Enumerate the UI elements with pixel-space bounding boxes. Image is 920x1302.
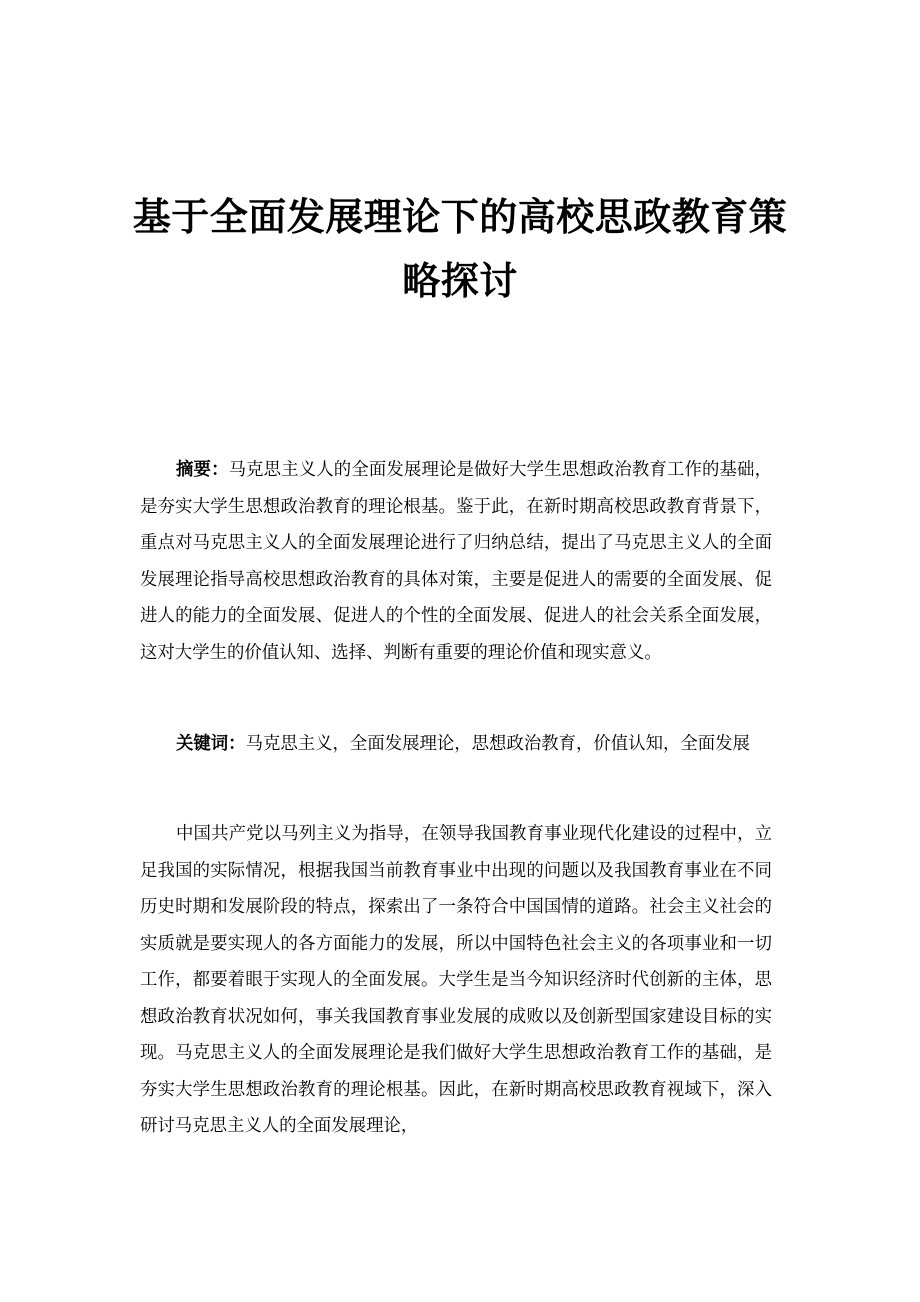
keywords-label: 关键词： <box>176 734 246 754</box>
abstract-label: 摘要： <box>176 460 229 480</box>
abstract-paragraph <box>140 452 772 671</box>
title-line-1: 基于全面发展理论下的高校思政教育策 <box>132 195 788 239</box>
keywords-text: 马克思主义，全面发展理论，思想政治教育，价值认知，全面发展 <box>245 734 750 754</box>
body-paragraph: 中国共产党以马列主义为指导，在领导我国教育事业现代化建设的过程中，立足我国的实际情况，根据我国当前教育事业中出现的问题以及我国教育事业在不同历史时期和发展阶段的特点，探索出了一条符合中国国情的道路。社会主义社会的实质就是要实现人的各方面能力的发展，所以中国特色社会主义的各项事业和一切工作，都要着眼于实现人的全面发展。大学生是当今知识经济时代创新的主体，思想政治教育状况如何，事关我国教育事业发展的成败以及创新型国家建设目标的实现。马克思主义人的全面发展理论是我们做好大学生思想政治教育工作的基础，是夯实大学生思想政治教育的理论根基。因此，在新时期高校思政教育视域下，深入研讨马克思主义人的全面发展理论， <box>140 824 772 1136</box>
title-line-2: 略探讨 <box>402 259 518 303</box>
keywords-paragraph <box>140 726 772 763</box>
abstract-text: 马克思主义人的全面发展理论是做好大学生思想政治教育工作的基础，是夯实大学生思想政治教育的理论根基。鉴于此，在新时期高校思政教育背景下，重点对马克思主义人的全面发展理论进行了归纳总结，提出了马克思主义人的全面发展理论指导高校思想政治教育的具体对策，主要是促进人的需要的全面发展、促进人的能力的全面发展、促进人的个性的全面发展、促进人的社会关系全面发展，这对大学生的价值认知、选择、判断有重要的理论价值和现实意义。 <box>140 460 772 663</box>
document-title <box>120 185 800 313</box>
